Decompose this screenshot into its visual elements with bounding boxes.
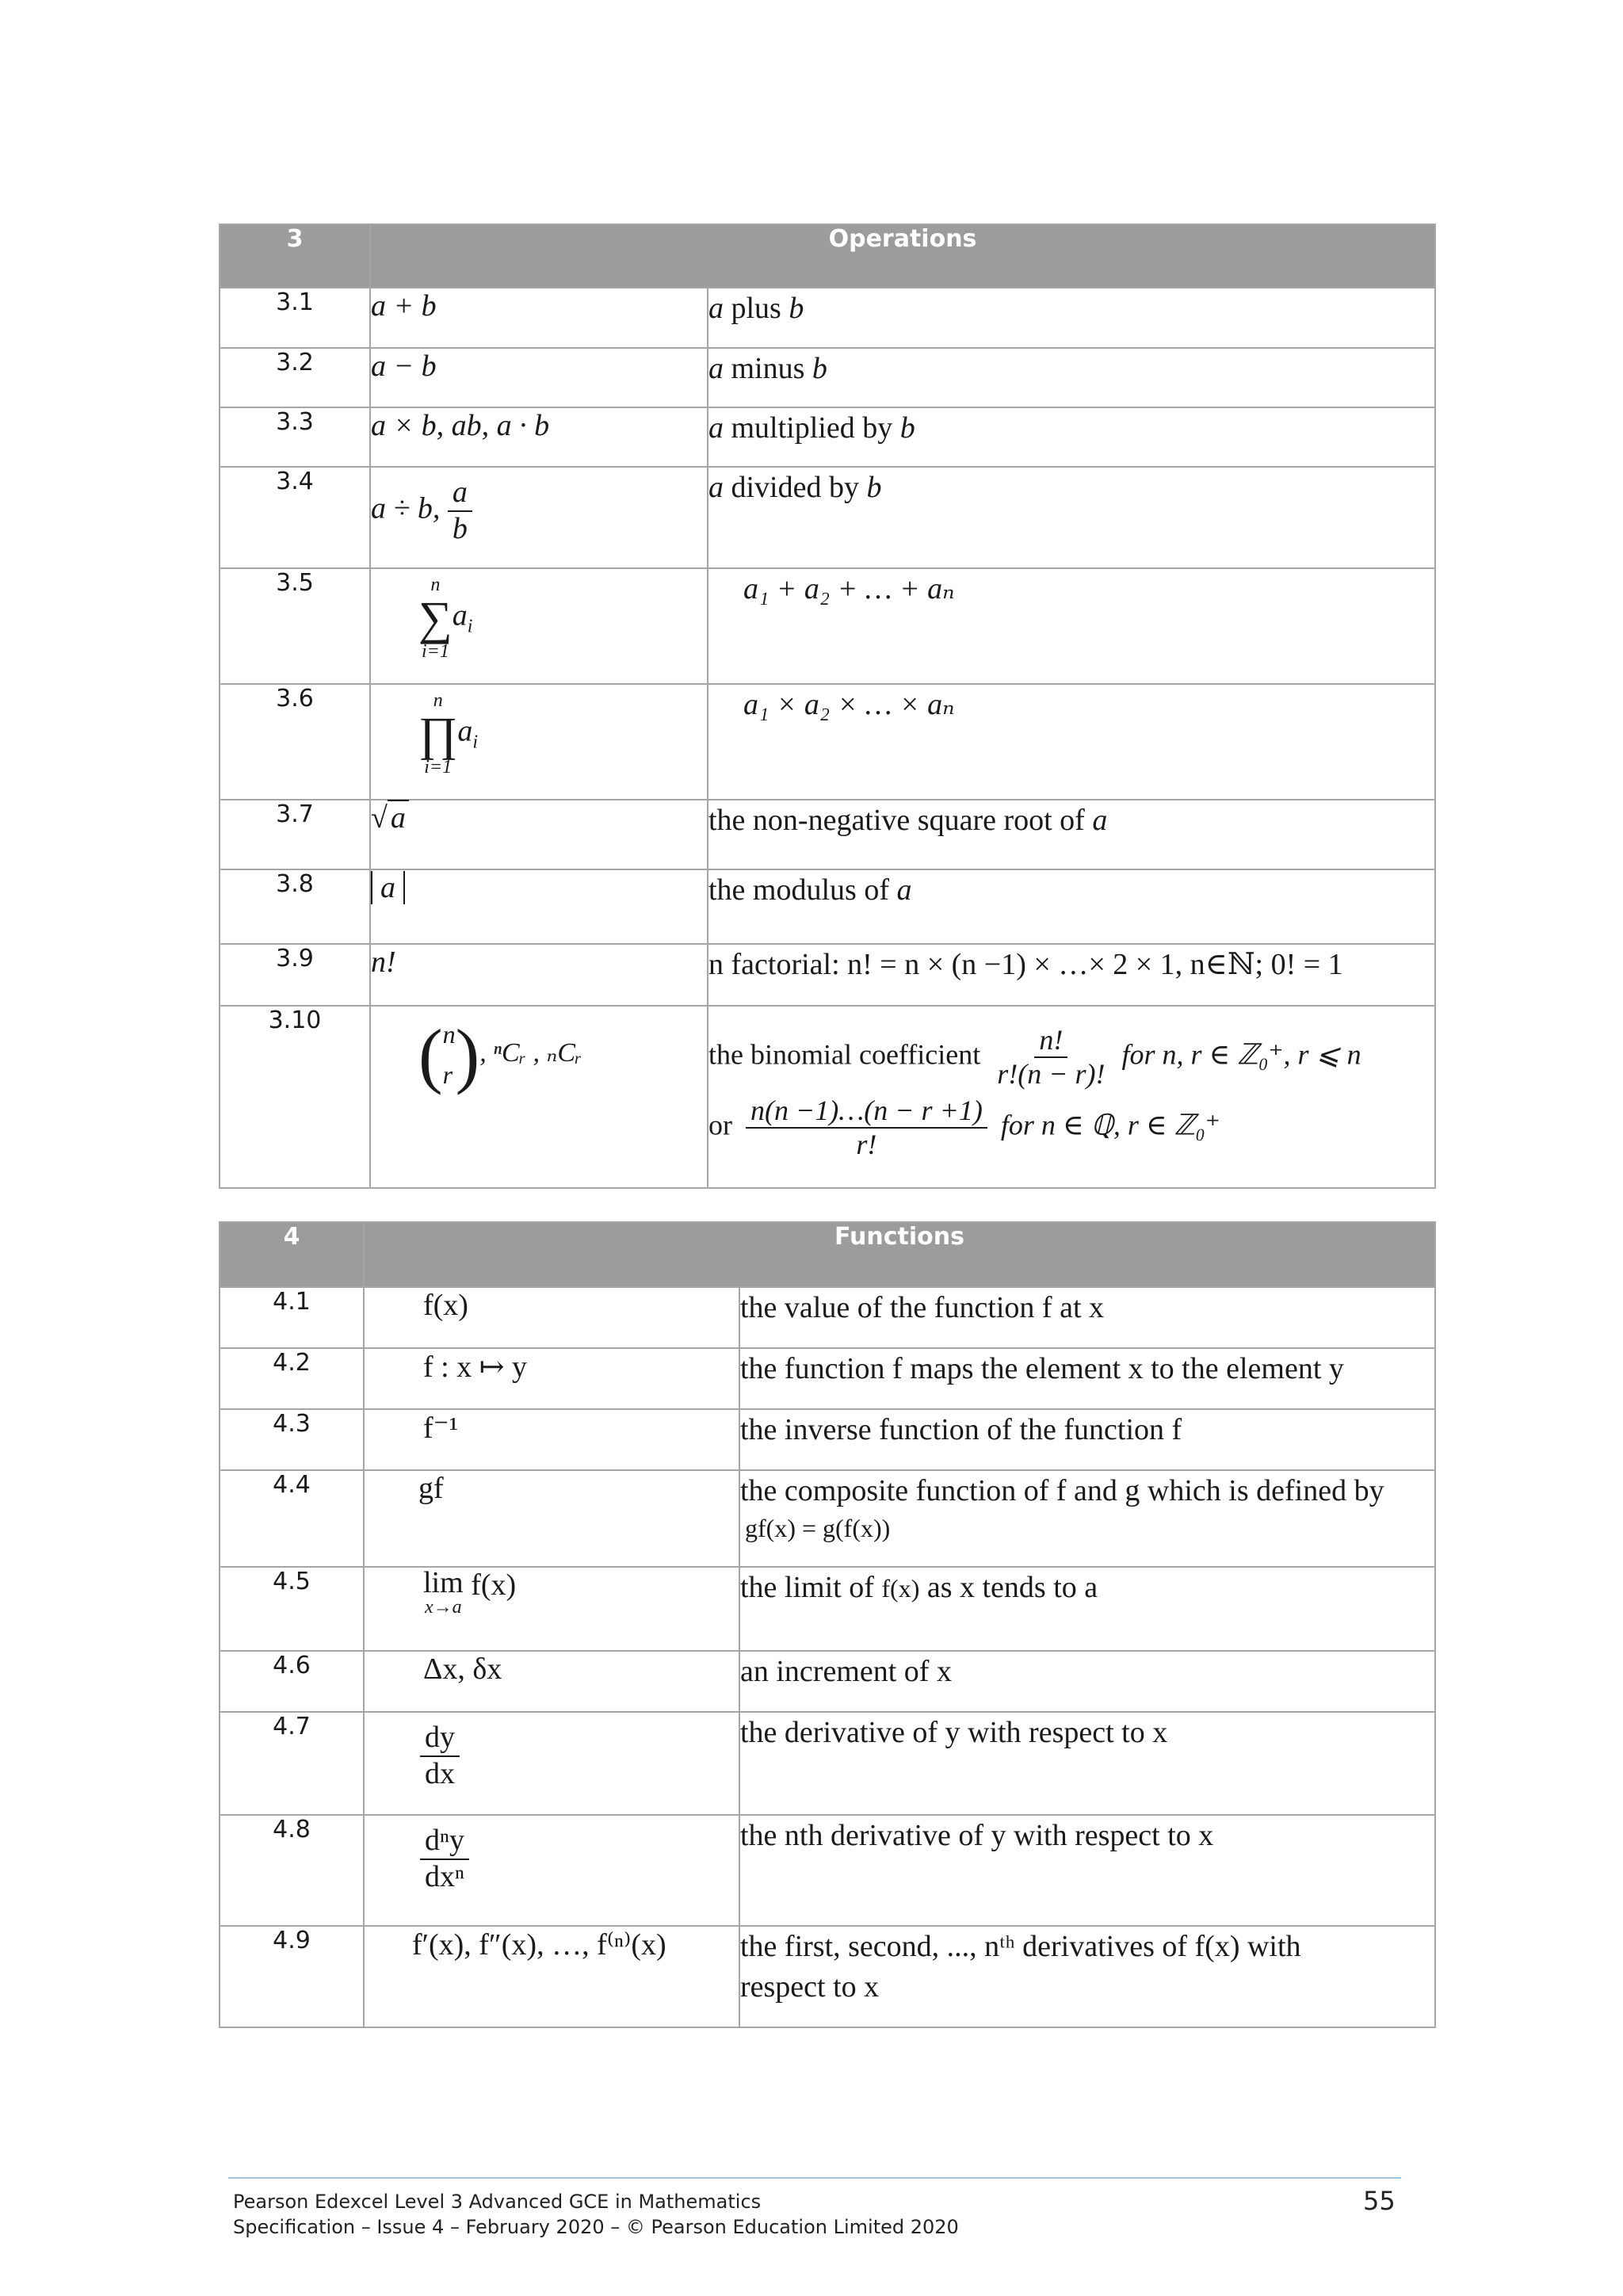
meaning-text: or	[708, 1109, 732, 1141]
table-row	[220, 944, 1435, 1006]
meaning-text: for n ∈ ℚ, r ∈ ℤ₀⁺	[1000, 1109, 1220, 1141]
table-row	[220, 1409, 1435, 1470]
fraction	[420, 1824, 469, 1894]
table-row	[220, 800, 1435, 869]
table-row	[220, 1926, 1435, 2027]
row-number: 3.10	[220, 1006, 370, 1188]
fraction-denominator: b	[452, 511, 468, 545]
table-row	[220, 407, 1435, 467]
notation-cell	[370, 684, 708, 800]
sigma-sign: ∑	[418, 592, 453, 644]
table-header	[220, 224, 1435, 288]
meaning-text: the composite function of f and g which is defined by	[740, 1474, 1384, 1507]
fraction-numerator: n!	[1034, 1024, 1067, 1058]
fraction-numerator: dⁿy	[420, 1824, 469, 1860]
meaning-cell: the nth derivative of y with respect to x	[739, 1815, 1435, 1926]
fraction	[997, 1024, 1105, 1091]
meaning-cell	[739, 1470, 1435, 1567]
fraction-denominator: r!	[856, 1129, 877, 1161]
row-number: 3.2	[220, 348, 370, 407]
row-number: 4.8	[220, 1815, 364, 1926]
notation-text: a ÷ b,	[371, 491, 441, 525]
section-number: 4	[220, 1222, 364, 1287]
row-number: 3.6	[220, 684, 370, 800]
table-row	[220, 1348, 1435, 1409]
row-number: 4.5	[220, 1567, 364, 1651]
meaning-formula: gf(x) = g(f(x))	[745, 1514, 891, 1543]
table-row	[220, 1287, 1435, 1348]
factor: a	[457, 714, 473, 748]
table-row	[220, 1651, 1435, 1712]
modulus-expression: a	[371, 871, 405, 904]
meaning-var: b	[812, 352, 827, 385]
page-number: 55	[1363, 2186, 1396, 2216]
table-row	[220, 1470, 1435, 1567]
meaning-var: b	[789, 292, 804, 325]
meaning-cell	[708, 1006, 1435, 1188]
meaning-line	[708, 1024, 1434, 1091]
upper-limit: n	[433, 690, 443, 711]
table-row	[220, 1006, 1435, 1188]
meaning-cell: the derivative of y with respect to x	[739, 1712, 1435, 1815]
summation-symbol	[418, 575, 453, 661]
meaning-cell: the inverse function of the function f	[739, 1409, 1435, 1470]
row-number: 4.9	[220, 1926, 364, 2027]
operations-table	[219, 223, 1436, 1189]
notation-cell: a − b	[370, 348, 708, 407]
fraction-denominator: dxⁿ	[425, 1859, 464, 1893]
pi-sign: ∏	[418, 708, 458, 760]
fraction	[746, 1095, 987, 1162]
fraction-numerator: a	[448, 476, 472, 512]
table-row	[220, 288, 1435, 348]
meaning-var: a	[708, 411, 724, 445]
row-number: 4.7	[220, 1712, 364, 1815]
section-title: Functions	[364, 1222, 1435, 1287]
row-number: 4.3	[220, 1409, 364, 1470]
sqrt-sign: √	[371, 801, 388, 835]
meaning-cell	[739, 1567, 1435, 1651]
meaning-cell: a₁ × a₂ × … × aₙ	[708, 684, 1435, 800]
notation-cell	[370, 800, 708, 869]
table-row	[220, 568, 1435, 684]
row-number: 3.3	[220, 407, 370, 467]
notation-cell: n!	[370, 944, 708, 1006]
binomial-bottom: r	[442, 1060, 453, 1090]
row-number: 4.1	[220, 1287, 364, 1348]
meaning-cell: a₁ + a₂ + … + aₙ	[708, 568, 1435, 684]
meaning-text: as x tends to a	[919, 1571, 1098, 1604]
meaning-cell: the value of the function f at x	[739, 1287, 1435, 1348]
notation-cell: f : x ↦ y	[364, 1348, 739, 1409]
meaning-cell	[708, 467, 1435, 568]
table-row	[220, 1567, 1435, 1651]
row-number: 3.1	[220, 288, 370, 348]
fraction-numerator: dy	[420, 1721, 460, 1757]
meaning-cell	[739, 1926, 1435, 2027]
summand-subscript: i	[467, 616, 473, 637]
limit-function: f(x)	[471, 1568, 517, 1602]
meaning-text: multiplied by	[724, 411, 900, 445]
fraction-denominator: r!(n − r)!	[997, 1058, 1106, 1091]
factor-subscript: i	[472, 732, 479, 753]
meaning-cell: n factorial: n! = n × (n −1) × …× 2 × 1, n∈ℕ; 0! = 1	[708, 944, 1435, 1006]
binomial-top: n	[442, 1020, 456, 1049]
meaning-text: for n, r ∈ ℤ₀⁺, r ⩽ n	[1121, 1038, 1361, 1071]
table-row	[220, 1712, 1435, 1815]
meaning-var: a	[896, 873, 912, 907]
notation-cell: f⁻¹	[364, 1409, 739, 1470]
row-number: 3.4	[220, 467, 370, 568]
notation-cell	[364, 1815, 739, 1926]
fraction-numerator: n(n −1)…(n − r +1)	[746, 1095, 987, 1129]
row-number: 3.7	[220, 800, 370, 869]
notation-cell: a × b, ab, a · b	[370, 407, 708, 467]
meaning-cell	[708, 800, 1435, 869]
left-paren: (	[418, 1014, 443, 1096]
section-title: Operations	[370, 224, 1435, 288]
meaning-cell	[708, 869, 1435, 944]
meaning-cell: the function f maps the element x to the element y	[739, 1348, 1435, 1409]
notation-cell	[370, 467, 708, 568]
footer-copyright: Specification – Issue 4 – February 2020 – © Pearson Education Limited 2020	[233, 2216, 959, 2238]
lim-text: lim	[423, 1566, 464, 1599]
radicand: a	[388, 800, 409, 835]
meaning-cell	[708, 288, 1435, 348]
table-header	[220, 1222, 1435, 1287]
notation-cell: f′(x), f″(x), …, f⁽ⁿ⁾(x)	[364, 1926, 739, 2027]
meaning-text: the modulus of	[708, 873, 897, 907]
meaning-var: a	[708, 352, 724, 385]
meaning-formula: f(x)	[881, 1574, 920, 1603]
notation-text: , ⁿCᵣ , ₙCᵣ	[479, 1037, 582, 1068]
table-row	[220, 1815, 1435, 1926]
meaning-cell	[708, 348, 1435, 407]
upper-limit: n	[430, 575, 441, 595]
table-row	[220, 684, 1435, 800]
notation-cell	[364, 1567, 739, 1651]
meaning-text: the limit of	[740, 1571, 882, 1604]
lower-limit: i=1	[424, 757, 453, 777]
meaning-cell: an increment of x	[739, 1651, 1435, 1712]
footer-title: Pearson Edexcel Level 3 Advanced GCE in Mathematics	[233, 2191, 762, 2213]
fraction-denominator: dx	[425, 1756, 455, 1790]
row-number: 4.4	[220, 1470, 364, 1567]
meaning-text: divided by	[724, 471, 867, 504]
lim-subscript: x→a	[425, 1597, 462, 1618]
notation-cell: gf	[364, 1470, 739, 1567]
notation-cell	[370, 1006, 708, 1188]
table-row	[220, 467, 1435, 568]
meaning-var: a	[1092, 804, 1108, 837]
meaning-cell	[708, 407, 1435, 467]
meaning-text: plus	[724, 292, 789, 325]
right-paren: )	[455, 1014, 480, 1096]
row-number: 3.8	[220, 869, 370, 944]
binomial	[443, 1014, 456, 1095]
table-row	[220, 869, 1435, 944]
meaning-text: the first, second, ..., nᵗʰ derivatives of f(x) with	[740, 1930, 1301, 1963]
section-number: 3	[220, 224, 370, 288]
fraction	[420, 1721, 460, 1791]
row-number: 4.2	[220, 1348, 364, 1409]
product-symbol	[418, 691, 457, 777]
meaning-var: b	[866, 471, 882, 504]
notation-cell	[370, 568, 708, 684]
meaning-text: respect to x	[740, 1970, 880, 2004]
lower-limit: i=1	[421, 641, 449, 662]
row-number: 3.5	[220, 568, 370, 684]
notation-cell: f(x)	[364, 1287, 739, 1348]
footer-divider	[228, 2177, 1401, 2179]
meaning-text: the non-negative square root of	[708, 804, 1093, 837]
meaning-var: a	[708, 292, 724, 325]
meaning-var: b	[899, 411, 915, 445]
meaning-text: minus	[724, 352, 812, 385]
row-number: 3.9	[220, 944, 370, 1006]
meaning-text: the binomial coefficient	[708, 1038, 981, 1071]
meaning-line	[708, 1095, 1434, 1162]
limit-operator	[423, 1568, 464, 1617]
fraction	[448, 476, 472, 546]
summand: a	[452, 598, 468, 632]
notation-cell	[370, 869, 708, 944]
notation-cell: a + b	[370, 288, 708, 348]
notation-cell	[364, 1712, 739, 1815]
functions-table	[219, 1221, 1436, 2028]
table-row	[220, 348, 1435, 407]
meaning-var: a	[708, 471, 724, 504]
row-number: 4.6	[220, 1651, 364, 1712]
notation-cell: Δx, δx	[364, 1651, 739, 1712]
